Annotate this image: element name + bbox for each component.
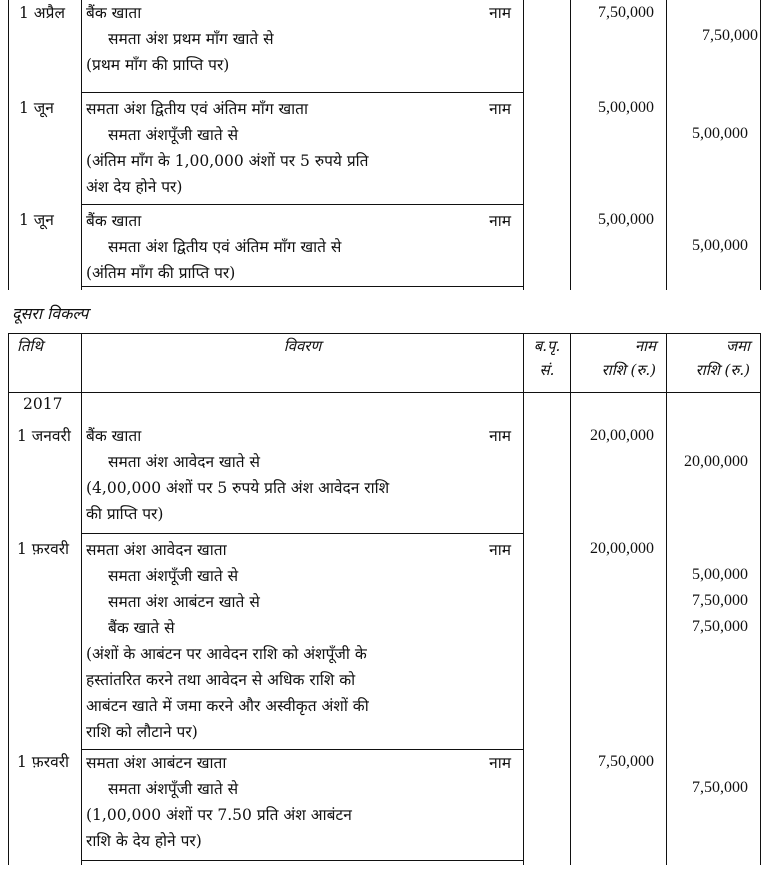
narration-line: की प्राप्ति पर) <box>86 505 164 523</box>
debit-label: नाम <box>489 211 511 230</box>
debit-amount-cell <box>571 204 667 290</box>
entry-date: 1 जून <box>19 99 54 117</box>
debit-amount: 5,00,000 <box>598 99 654 116</box>
table-header <box>9 334 761 393</box>
credit-amount: 7,50,000 <box>692 779 748 796</box>
debit-label: नाम <box>489 99 511 118</box>
credit-amount: 7,50,000 <box>702 27 758 44</box>
debit-account: बैंक खाता <box>86 427 142 445</box>
header-particulars: विवरण <box>82 334 524 393</box>
debit-amount: 7,50,000 <box>598 753 654 770</box>
credit-account: समता अंश आवेदन खाते से <box>108 453 260 471</box>
header-credit-amount: जमा राशि (रु.) <box>667 334 761 393</box>
credit-amount: 7,50,000 <box>692 592 748 609</box>
debit-account: बैंक खाता <box>86 4 142 22</box>
lf-cell <box>524 533 571 749</box>
credit-amount: 5,00,000 <box>692 566 748 583</box>
credit-amount: 5,00,000 <box>692 237 748 254</box>
date-cell <box>9 204 82 290</box>
particulars-cell <box>82 393 524 534</box>
date-cell <box>9 393 82 534</box>
debit-amount: 20,00,000 <box>590 427 654 444</box>
year-label: 2017 <box>23 395 63 413</box>
narration-line: राशि को लौटाने पर) <box>86 722 198 741</box>
credit-account: समता अंशपूँजी खाते से <box>108 125 239 144</box>
narration-line: (1,00,000 अंशों पर 7.50 प्रति अंश आबंटन <box>86 805 352 824</box>
debit-amount-cell <box>571 393 667 534</box>
lf-cell <box>524 0 571 92</box>
journal-table-top <box>8 0 761 290</box>
credit-amount-cell <box>667 393 761 534</box>
narration-line: (अंतिम माँग की प्राप्ति पर) <box>86 263 236 282</box>
date-cell <box>9 749 82 865</box>
journal-entry <box>9 749 761 865</box>
debit-account: बैंक खाता <box>86 211 142 230</box>
debit-label: नाम <box>489 540 511 559</box>
journal-entry <box>9 533 761 749</box>
debit-amount: 7,50,000 <box>598 4 654 21</box>
debit-amount-cell <box>571 0 667 92</box>
entry-date: 1 जनवरी <box>17 427 71 445</box>
credit-amount-cell <box>667 0 761 92</box>
debit-label: नाम <box>489 753 511 772</box>
credit-amount-cell <box>667 204 761 290</box>
journal-entry <box>9 393 761 534</box>
entry-date: 1 जून <box>19 211 54 229</box>
lf-cell <box>524 749 571 865</box>
narration-line: (अंशों के आबंटन पर आवेदन राशि को अंशपूँजी के <box>86 644 367 663</box>
debit-account: समता अंश द्वितीय एवं अंतिम माँग खाता <box>86 99 309 118</box>
credit-account: समता अंशपूँजी खाते से <box>108 566 239 585</box>
narration-line: आबंटन खाते में जमा करने और अस्वीकृत अंशों की <box>86 696 369 715</box>
debit-account: समता अंश आवेदन खाता <box>86 540 227 559</box>
date-cell <box>9 0 82 92</box>
journal-entry <box>9 0 761 92</box>
credit-amount-cell <box>667 92 761 204</box>
header-ledger-folio: ब.पृ. सं. <box>524 334 571 393</box>
narration-line: हस्तांतरित करने तथा आवेदन से अधिक राशि को <box>86 670 356 689</box>
debit-account: समता अंश आबंटन खाता <box>86 753 227 772</box>
debit-amount: 20,00,000 <box>590 540 654 557</box>
header-debit-amount: नाम राशि (रु.) <box>571 334 667 393</box>
particulars-cell <box>82 749 524 865</box>
credit-account: बैंक खाते से <box>108 618 175 637</box>
credit-amount: 7,50,000 <box>692 618 748 635</box>
debit-label: नाम <box>489 427 511 445</box>
entry-date: 1 फ़रवरी <box>17 540 70 558</box>
credit-amount-cell <box>667 749 761 865</box>
journal-entry <box>9 92 761 204</box>
debit-amount-cell <box>571 749 667 865</box>
debit-amount-cell <box>571 92 667 204</box>
date-cell <box>9 533 82 749</box>
lf-cell <box>524 204 571 290</box>
entry-date: 1 फ़रवरी <box>17 753 70 771</box>
entry-date: 1 अप्रैल <box>19 4 65 22</box>
lf-cell <box>524 393 571 534</box>
particulars-cell <box>82 0 524 92</box>
debit-amount: 5,00,000 <box>598 211 654 228</box>
narration-line: (4,00,000 अंशों पर 5 रुपये प्रति अंश आवेदन राशि <box>86 479 390 497</box>
narration-line: राशि के देय होने पर) <box>86 831 202 850</box>
particulars-cell <box>82 204 524 290</box>
particulars-cell <box>82 92 524 204</box>
narration-line: (अंतिम माँग के 1,00,000 अंशों पर 5 रुपये प्रति <box>86 151 369 170</box>
credit-account: समता अंश द्वितीय एवं अंतिम माँग खाते से <box>108 237 342 256</box>
credit-account: समता अंश आबंटन खाते से <box>108 592 260 611</box>
credit-account: समता अंशपूँजी खाते से <box>108 779 239 798</box>
date-cell <box>9 92 82 204</box>
credit-account: समता अंश प्रथम माँग खाते से <box>108 30 274 48</box>
credit-amount: 5,00,000 <box>692 125 748 142</box>
particulars-cell <box>82 533 524 749</box>
journal-entry <box>9 204 761 290</box>
debit-label: नाम <box>489 4 511 22</box>
narration-line: (प्रथम माँग की प्राप्ति पर) <box>86 56 230 74</box>
credit-amount: 20,00,000 <box>684 453 748 470</box>
journal-table-bottom <box>8 333 761 865</box>
narration-line: अंश देय होने पर) <box>86 177 183 196</box>
debit-amount-cell <box>571 533 667 749</box>
lf-cell <box>524 92 571 204</box>
credit-amount-cell <box>667 533 761 749</box>
header-date: तिथि <box>9 334 82 393</box>
section-title: दूसरा विकल्प <box>12 304 89 323</box>
